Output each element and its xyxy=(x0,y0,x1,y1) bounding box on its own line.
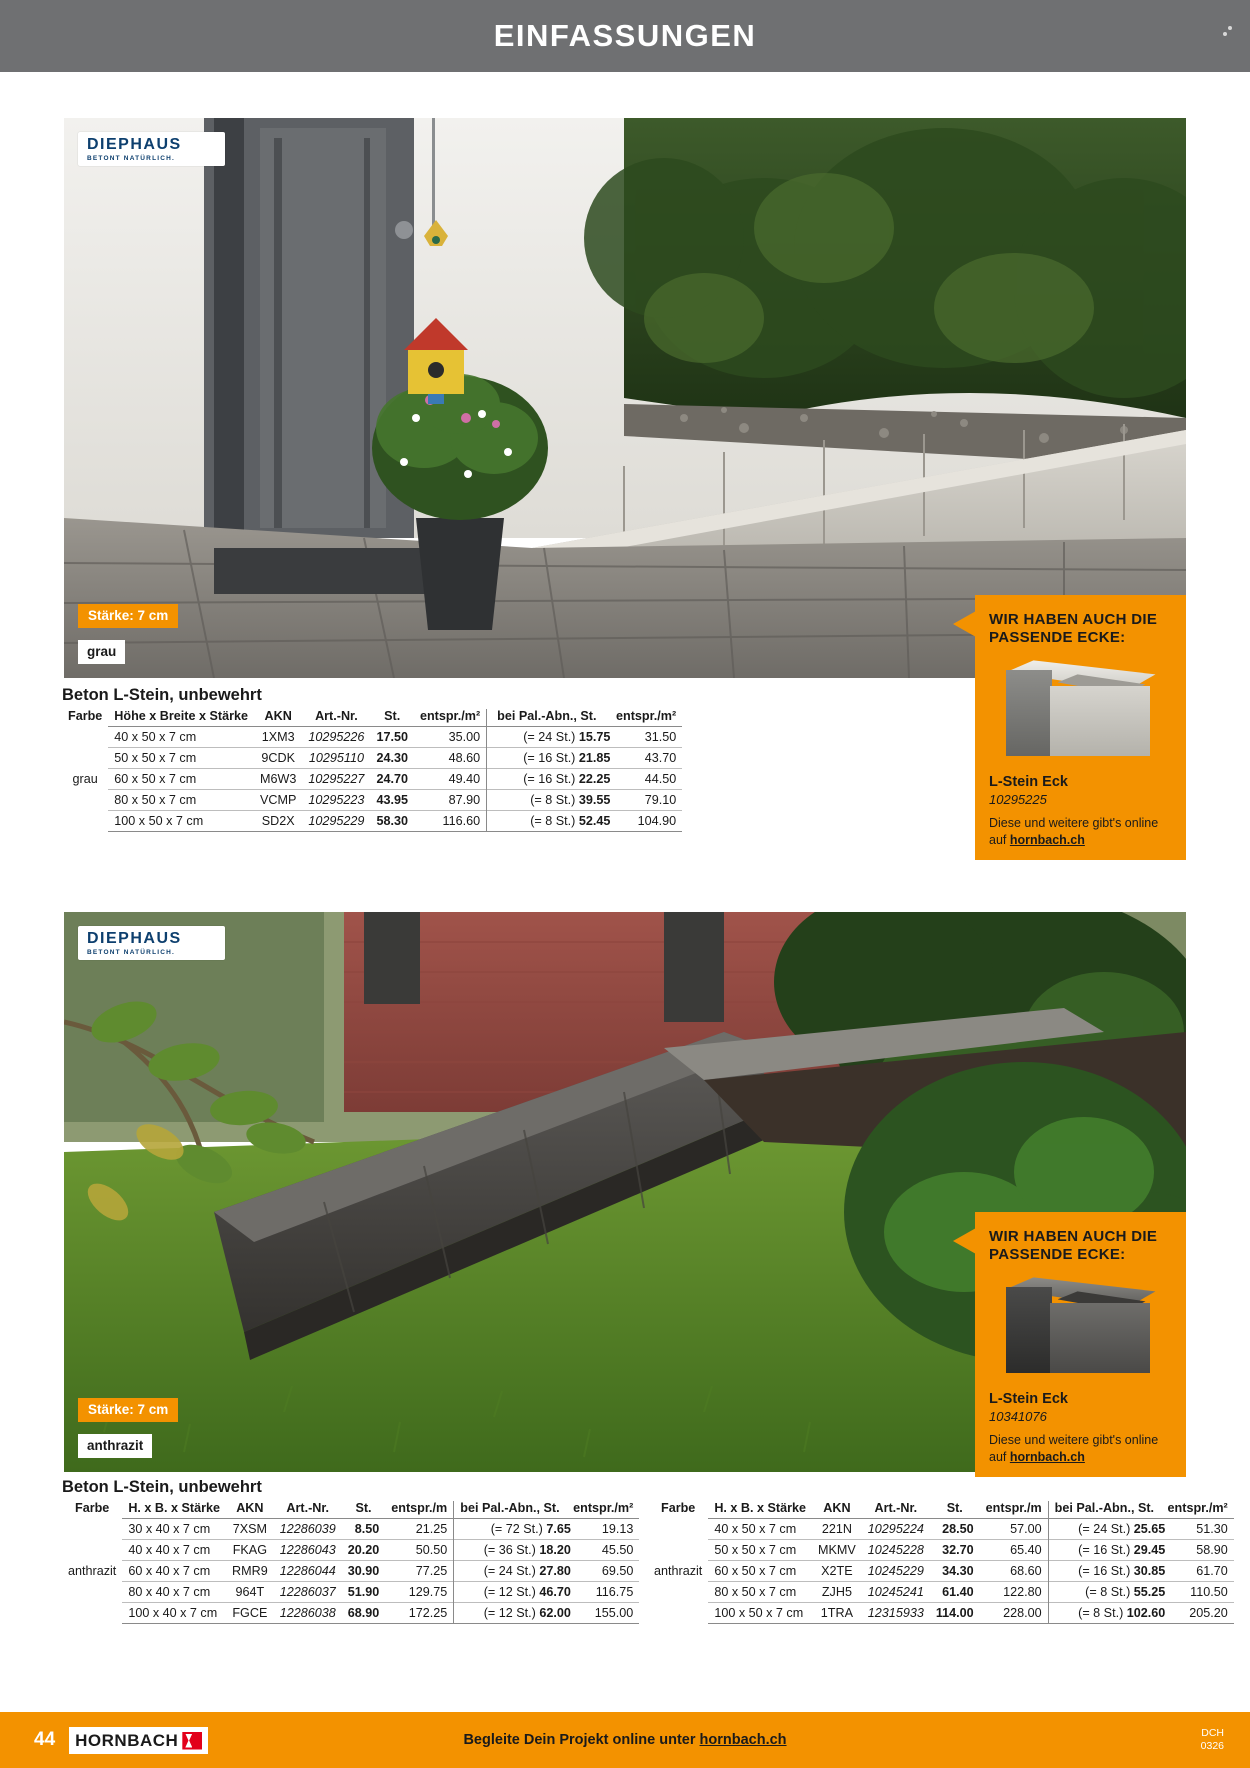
cell-size: 100 x 40 x 7 cm xyxy=(122,1603,226,1624)
cell-art: 10295223 xyxy=(302,790,370,811)
cell-pal-m2: 61.70 xyxy=(1171,1561,1233,1582)
cell-size: 40 x 50 x 7 cm xyxy=(708,1519,812,1540)
callout-article-top: 10295225 xyxy=(989,792,1047,808)
th-size: H. x B. x Stärke xyxy=(714,1501,807,1515)
page-header xyxy=(0,0,1250,72)
cell-pal-qty: (= 8 St.) 39.55 xyxy=(487,790,617,811)
th-farbe: Farbe xyxy=(75,1501,110,1516)
cell-size: 50 x 50 x 7 cm xyxy=(108,748,254,769)
cell-art: 12286039 xyxy=(274,1519,342,1540)
price-table-top xyxy=(62,709,682,832)
callout-footer-bottom xyxy=(975,1432,1186,1480)
cell-pal-m2: 110.50 xyxy=(1171,1582,1233,1603)
diephaus-logo-bottom xyxy=(78,926,225,960)
cell-size: 100 x 50 x 7 cm xyxy=(108,811,254,832)
cell-pal-m2: 44.50 xyxy=(616,769,682,790)
cell-size: 80 x 50 x 7 cm xyxy=(108,790,254,811)
cell-pal-m2: 104.90 xyxy=(616,811,682,832)
th-per-m: entspr./m xyxy=(391,1501,448,1515)
cell-per-m: 172.25 xyxy=(385,1603,454,1624)
cell-price: 24.30 xyxy=(370,748,414,769)
page-footer xyxy=(0,1712,1250,1768)
cell-price: 20.20 xyxy=(342,1540,386,1561)
cell-art: 10295227 xyxy=(302,769,370,790)
cell-art: 10245229 xyxy=(862,1561,930,1582)
corner-dots-icon xyxy=(1224,26,1234,36)
price-table-bottom-left xyxy=(62,1501,639,1624)
cell-pal-m2: 43.70 xyxy=(616,748,682,769)
cell-per-m: 129.75 xyxy=(385,1582,454,1603)
cell-pal-qty: (= 8 St.) 55.25 xyxy=(1048,1582,1171,1603)
th-price: St. xyxy=(946,1501,963,1515)
cell-price: 32.70 xyxy=(930,1540,980,1561)
cell-size: 40 x 50 x 7 cm xyxy=(108,727,254,748)
table-row xyxy=(62,811,682,832)
cell-pal-m2: 31.50 xyxy=(616,727,682,748)
callout-product-name-top: L-Stein Eck xyxy=(989,774,1068,791)
cell-size: 60 x 50 x 7 cm xyxy=(108,769,254,790)
table-bottom-title: Beton L-Stein, unbewehrt xyxy=(62,1478,262,1496)
cell-pal-qty: (= 16 St.) 29.45 xyxy=(1048,1540,1171,1561)
cell-akn: SD2X xyxy=(254,811,302,832)
th-per-m2: entspr./m² xyxy=(419,709,481,723)
cell-colour: anthrazit xyxy=(68,1564,117,1578)
cell-per-m: 57.00 xyxy=(980,1519,1049,1540)
cell-akn: RMR9 xyxy=(226,1561,274,1582)
price-table-top-block xyxy=(62,686,862,832)
th-price: St. xyxy=(355,1501,372,1515)
cell-akn: FKAG xyxy=(226,1540,274,1561)
cell-pal-m2: 79.10 xyxy=(616,790,682,811)
cell-pal-m2: 19.13 xyxy=(577,1519,639,1540)
cell-pal-qty: (= 12 St.) 62.00 xyxy=(454,1603,577,1624)
callout-footer-link-bottom[interactable]: hornbach.ch xyxy=(1009,1449,1085,1464)
cell-per-m2: 116.60 xyxy=(414,811,487,832)
table-row xyxy=(62,748,682,769)
th-pal: bei Pal.-Abn., St. entspr./m² xyxy=(487,709,683,727)
table-row xyxy=(648,1603,1234,1624)
callout-product-image-top xyxy=(985,656,1176,768)
table-row xyxy=(62,1540,639,1561)
cell-akn: X2TE xyxy=(812,1561,862,1582)
page-number: 44 xyxy=(34,1729,56,1750)
cell-per-m2: 49.40 xyxy=(414,769,487,790)
footer-cta-text: Begleite Dein Projekt online unter xyxy=(463,1732,700,1748)
footer-cta-link[interactable]: hornbach.ch xyxy=(699,1732,787,1748)
cell-art: 10295226 xyxy=(302,727,370,748)
th-art: Art.-Nr. xyxy=(315,709,358,723)
cell-pal-m2: 51.30 xyxy=(1171,1519,1233,1540)
cell-akn: M6W3 xyxy=(254,769,302,790)
footer-code-line2: 0326 xyxy=(1200,1740,1224,1752)
cell-pal-qty: (= 72 St.) 7.65 xyxy=(454,1519,577,1540)
cell-pal-qty: (= 12 St.) 46.70 xyxy=(454,1582,577,1603)
cell-pal-qty: (= 24 St.) 15.75 xyxy=(487,727,617,748)
callout-headline-bottom: WIR HABEN AUCH DIE PASSENDE ECKE: xyxy=(989,1228,1158,1263)
price-table-bottom-right xyxy=(648,1501,1234,1624)
cell-art: 12286043 xyxy=(274,1540,342,1561)
cell-colour: grau xyxy=(72,772,98,786)
cell-pal-qty: (= 8 St.) 102.60 xyxy=(1048,1603,1171,1624)
callout-article-bottom: 10341076 xyxy=(989,1409,1047,1425)
callout-footer-text-bottom: Diese und weitere gibt's online auf xyxy=(989,1433,1159,1464)
cell-per-m: 77.25 xyxy=(385,1561,454,1582)
cell-per-m: 50.50 xyxy=(385,1540,454,1561)
cell-price: 17.50 xyxy=(370,727,414,748)
hero-photo-top-image xyxy=(64,118,1186,678)
th-pal: bei Pal.-Abn., St. entspr./m² xyxy=(454,1501,640,1519)
cell-pal-m2: 116.75 xyxy=(577,1582,639,1603)
cell-pal-m2: 69.50 xyxy=(577,1561,639,1582)
cell-pal-qty: (= 24 St.) 25.65 xyxy=(1048,1519,1171,1540)
cell-akn: 221N xyxy=(812,1519,862,1540)
cell-akn: 9CDK xyxy=(254,748,302,769)
footer-code-line1: DCH xyxy=(1201,1726,1224,1739)
callout-product-name-bottom: L-Stein Eck xyxy=(989,1391,1068,1408)
th-farbe: Farbe xyxy=(68,709,103,724)
hornbach-logo-text: HORNBACH xyxy=(75,1730,179,1750)
cell-pal-m2: 205.20 xyxy=(1171,1603,1233,1624)
cell-pal-qty: (= 16 St.) 22.25 xyxy=(487,769,617,790)
diephaus-logo-text: DIEPHAUS xyxy=(87,136,182,153)
tag-strength-top: Stärke: 7 cm xyxy=(78,604,178,628)
cell-art: 12315933 xyxy=(862,1603,930,1624)
callout-product-image-bottom xyxy=(985,1273,1176,1385)
cell-size: 40 x 40 x 7 cm xyxy=(122,1540,226,1561)
cell-akn: 7XSM xyxy=(226,1519,274,1540)
footer-code xyxy=(1201,1727,1224,1753)
th-akn: AKN xyxy=(264,709,292,723)
cell-price: 61.40 xyxy=(930,1582,980,1603)
callout-corner-top xyxy=(975,595,1186,860)
table-row xyxy=(62,1582,639,1603)
cell-per-m: 65.40 xyxy=(980,1540,1049,1561)
cell-pal-m2: 58.90 xyxy=(1171,1540,1233,1561)
th-size: H. x B. x Stärke xyxy=(128,1501,221,1515)
callout-footer-link-top[interactable]: hornbach.ch xyxy=(1009,832,1085,847)
cell-price: 34.30 xyxy=(930,1561,980,1582)
cell-per-m: 228.00 xyxy=(980,1603,1049,1624)
cell-art: 12286044 xyxy=(274,1561,342,1582)
th-art: Art.-Nr. xyxy=(286,1501,330,1515)
footer-cta xyxy=(0,1732,1250,1748)
page-title: EINFASSUNGEN xyxy=(493,18,757,53)
cell-price: 68.90 xyxy=(342,1603,386,1624)
callout-beak-bottom xyxy=(953,1228,976,1254)
cell-pal-qty: (= 16 St.) 30.85 xyxy=(1048,1561,1171,1582)
cell-per-m2: 87.90 xyxy=(414,790,487,811)
table-row xyxy=(62,790,682,811)
cell-price: 114.00 xyxy=(930,1603,980,1624)
table-row xyxy=(62,1561,639,1582)
cell-pal-qty: (= 16 St.) 21.85 xyxy=(487,748,617,769)
tag-color-top: grau xyxy=(78,640,125,664)
cell-art: 10245241 xyxy=(862,1582,930,1603)
table-bottom-right-header-row xyxy=(648,1501,1234,1519)
cell-pal-m2: 45.50 xyxy=(577,1540,639,1561)
cell-per-m: 122.80 xyxy=(980,1582,1049,1603)
diephaus-logo-sub: BETONT NATÜRLICH. xyxy=(87,155,176,162)
table-row xyxy=(62,1519,639,1540)
cell-pal-qty: (= 8 St.) 52.45 xyxy=(487,811,617,832)
cell-price: 43.95 xyxy=(370,790,414,811)
table-row xyxy=(62,727,682,748)
cell-art: 10295110 xyxy=(302,748,370,769)
table-row xyxy=(62,1603,639,1624)
diephaus-logo-sub: BETONT NATÜRLICH. xyxy=(87,949,176,956)
cell-colour: anthrazit xyxy=(654,1564,703,1578)
cell-per-m2: 48.60 xyxy=(414,748,487,769)
cell-price: 28.50 xyxy=(930,1519,980,1540)
hero-photo-top xyxy=(64,118,1186,678)
cell-akn: VCMP xyxy=(254,790,302,811)
cell-per-m: 68.60 xyxy=(980,1561,1049,1582)
cell-price: 30.90 xyxy=(342,1561,386,1582)
tag-strength-bottom: Stärke: 7 cm xyxy=(78,1398,178,1422)
cell-akn: ZJH5 xyxy=(812,1582,862,1603)
cell-art: 10295224 xyxy=(862,1519,930,1540)
cell-per-m2: 35.00 xyxy=(414,727,487,748)
table-row xyxy=(648,1540,1234,1561)
table-bottom-left-header-row xyxy=(62,1501,639,1519)
th-akn: AKN xyxy=(823,1501,851,1515)
price-table-bottom-left-block xyxy=(62,1478,634,1624)
cell-price: 8.50 xyxy=(342,1519,386,1540)
cell-size: 60 x 50 x 7 cm xyxy=(708,1561,812,1582)
cell-akn: 1XM3 xyxy=(254,727,302,748)
cell-art: 12286037 xyxy=(274,1582,342,1603)
th-art: Art.-Nr. xyxy=(874,1501,918,1515)
cell-per-m: 21.25 xyxy=(385,1519,454,1540)
table-row xyxy=(648,1561,1234,1582)
cell-art: 12286038 xyxy=(274,1603,342,1624)
cell-akn: 964T xyxy=(226,1582,274,1603)
th-farbe: Farbe xyxy=(661,1501,696,1516)
th-size: Höhe x Breite x Stärke xyxy=(114,709,248,723)
table-row xyxy=(648,1519,1234,1540)
cell-size: 60 x 40 x 7 cm xyxy=(122,1561,226,1582)
cell-akn: FGCE xyxy=(226,1603,274,1624)
callout-footer-text-top: Diese und weitere gibt's online auf xyxy=(989,816,1159,847)
cell-akn: 1TRA xyxy=(812,1603,862,1624)
cell-art: 10245228 xyxy=(862,1540,930,1561)
price-table-bottom-right-block xyxy=(648,1501,1228,1624)
cell-size: 80 x 40 x 7 cm xyxy=(122,1582,226,1603)
cell-art: 10295229 xyxy=(302,811,370,832)
cell-price: 58.30 xyxy=(370,811,414,832)
cell-akn: MKMV xyxy=(812,1540,862,1561)
callout-headline-top: WIR HABEN AUCH DIE PASSENDE ECKE: xyxy=(989,611,1158,646)
th-price: St. xyxy=(384,709,401,723)
cell-size: 50 x 50 x 7 cm xyxy=(708,1540,812,1561)
table-row xyxy=(648,1582,1234,1603)
callout-corner-bottom xyxy=(975,1212,1186,1477)
table-top-header-row xyxy=(62,709,682,727)
l-stein-corner-icon xyxy=(1006,1277,1156,1381)
cell-size: 100 x 50 x 7 cm xyxy=(708,1603,812,1624)
cell-pal-qty: (= 36 St.) 18.20 xyxy=(454,1540,577,1561)
th-pal: bei Pal.-Abn., St. entspr./m² xyxy=(1048,1501,1234,1519)
th-per-m: entspr./m xyxy=(985,1501,1042,1515)
callout-footer-top xyxy=(975,815,1186,863)
callout-beak-top xyxy=(953,611,976,637)
diephaus-logo-top xyxy=(78,132,225,166)
tag-color-bottom: anthrazit xyxy=(78,1434,152,1458)
cell-price: 51.90 xyxy=(342,1582,386,1603)
cell-price: 24.70 xyxy=(370,769,414,790)
cell-size: 80 x 50 x 7 cm xyxy=(708,1582,812,1603)
table-top-title: Beton L-Stein, unbewehrt xyxy=(62,686,262,704)
table-row xyxy=(62,769,682,790)
diephaus-logo-text: DIEPHAUS xyxy=(87,930,182,947)
th-akn: AKN xyxy=(236,1501,264,1515)
cell-pal-qty: (= 24 St.) 27.80 xyxy=(454,1561,577,1582)
l-stein-corner-icon xyxy=(1006,660,1156,764)
cell-size: 30 x 40 x 7 cm xyxy=(122,1519,226,1540)
cell-pal-m2: 155.00 xyxy=(577,1603,639,1624)
